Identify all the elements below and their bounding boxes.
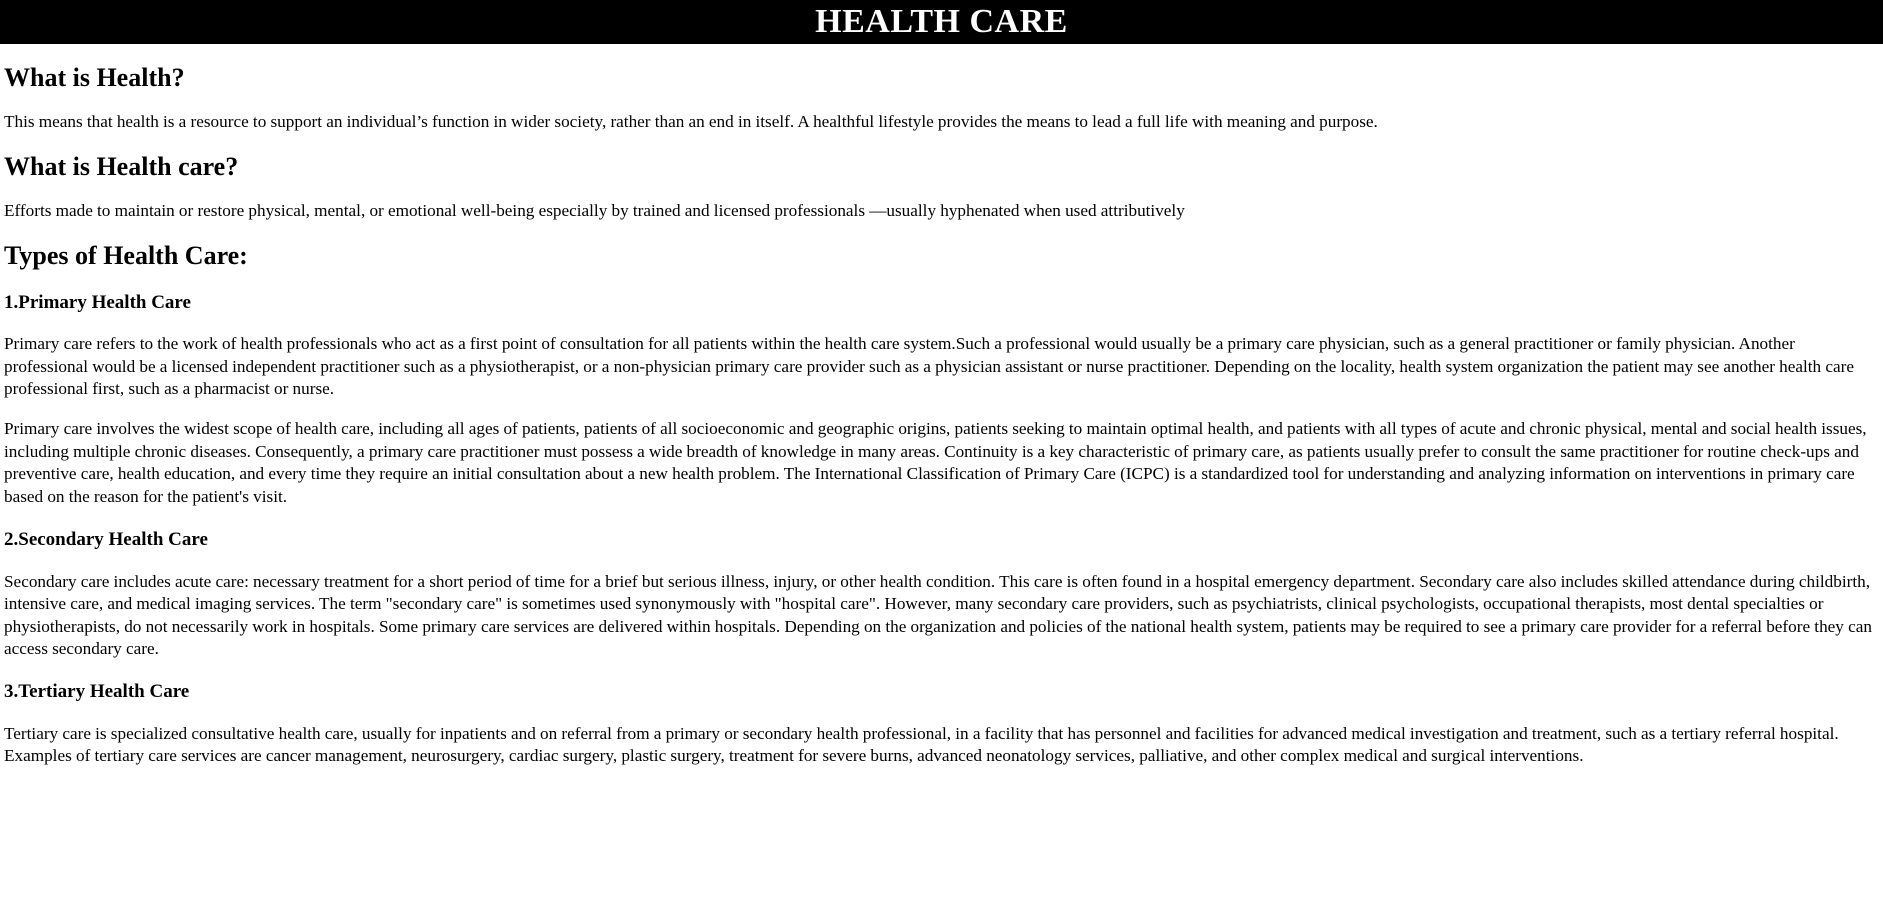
paragraph-primary-health-care-2: Primary care involves the widest scope of health care, including all ages of patients, patients of all socioeconomic and geographic origins, patients seeking to maintain optimal health, and patients with all types of acute and chronic physical, mental and social health issues, including multiple chronic diseases. Consequently, a primary care practitioner must possess a wide breadth of knowledge in many areas. Continuity is a key characteristic of primary care, as patients usually prefer to consult the same practitioner for routine check-ups and preventive care, health education, and every time they require an initial consultation about a new health problem. The International Classification of Primary Care (ICPC) is a standardized tool for understanding and analyzing information on interventions in primary care based on the reason for the patient's visit. [4, 419, 1867, 506]
paragraph-what-is-health: This means that health is a resource to support an individual’s function in wider society, rather than an end in itself. A healthful lifestyle provides the means to lead a full life with meaning and purpose. [4, 111, 1378, 131]
heading-types-of-health-care: Types of Health Care: [4, 240, 248, 270]
heading-what-is-health: What is Health? [4, 63, 185, 92]
paragraph-tertiary-health-care-1: Tertiary care is specialized consultative health care, usually for inpatients and on referral from a primary or secondary health professional, in a facility that has personnel and facilities for advanced medical investigation and treatment, such as a tertiary referral hospital. Examples of tertiary care services are cancer management, neurosurgery, cardiac surgery, plastic surgery, treatment for severe burns, advanced neonatology services, palliative, and other complex medical and surgical interventions. [4, 724, 1839, 766]
heading-tertiary-health-care: 3.Tertiary Health Care [4, 681, 190, 703]
paragraph-primary-health-care-1: Primary care refers to the work of health professionals who act as a first point of consultation for all patients within the health care system.Such a professional would usually be a primary care physician, such as a general practitioner or family physician. Another professional would be a licensed independent practitioner such as a physiotherapist, or a non-physician primary care provider such as a physician assistant or nurse practitioner. Depending on the locality, health system organization the patient may see another health care professional first, such as a pharmacist or nurse. [4, 334, 1854, 399]
page-header-banner [0, 0, 1883, 44]
page-content [0, 64, 1883, 768]
heading-what-is-health-care: What is Health care? [4, 151, 239, 181]
page-title: HEALTH CARE [815, 3, 1068, 40]
paragraph-what-is-health-care: Efforts made to maintain or restore physical, mental, or emotional well-being especially by trained and licensed professionals —usually hyphenated when used attributively [4, 200, 1185, 220]
heading-primary-health-care: 1.Primary Health Care [4, 291, 191, 313]
heading-secondary-health-care: 2.Secondary Health Care [4, 528, 208, 550]
paragraph-secondary-health-care-1: Secondary care includes acute care: necessary treatment for a short period of time for a brief but serious illness, injury, or other health condition. This care is often found in a hospital emergency department. Secondary care also includes skilled attendance during childbirth, intensive care, and medical imaging services. The term "secondary care" is sometimes used synonymously with "hospital care". However, many secondary care providers, such as psychiatrists, clinical psychologists, occupational therapists, most dental specialties or physiotherapists, do not necessarily work in hospitals. Some primary care services are delivered within hospitals. Depending on the organization and policies of the national health system, patients may be required to see a primary care provider for a referral before they can access secondary care. [4, 571, 1872, 658]
